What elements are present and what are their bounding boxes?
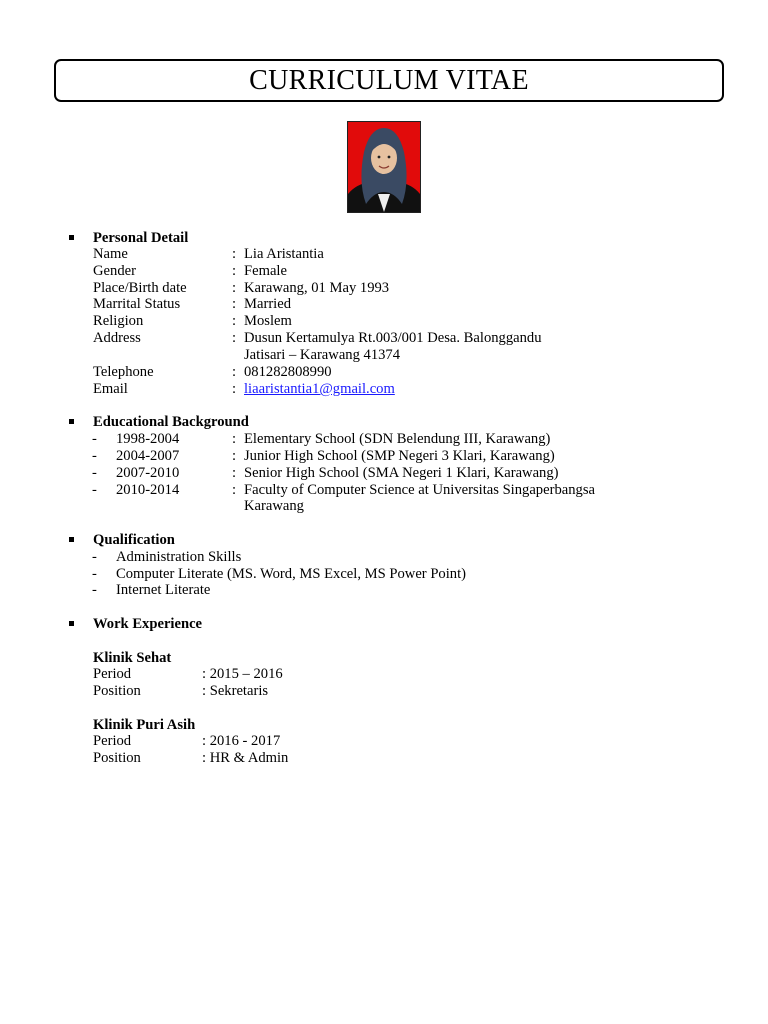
- label: Position: [93, 683, 141, 699]
- dash: -: [92, 465, 97, 481]
- separator: :: [232, 263, 237, 279]
- value: : Sekretaris: [202, 683, 269, 699]
- section-heading-qualification: Qualification: [93, 532, 175, 548]
- dash: -: [92, 566, 97, 582]
- separator: :: [232, 246, 237, 262]
- dash: -: [92, 482, 97, 498]
- bullet: [69, 235, 74, 240]
- separator: :: [232, 280, 237, 296]
- section-heading-personal: Personal Detail: [93, 230, 189, 246]
- dash: -: [92, 582, 97, 598]
- school: Faculty of Computer Science at Universitas Singaperbangsa: [244, 482, 595, 498]
- value: Dusun Kertamulya Rt.003/001 Desa. Balonggandu: [244, 330, 542, 346]
- separator: :: [232, 330, 237, 346]
- years: 1998-2004: [116, 431, 180, 447]
- dash: -: [92, 431, 97, 447]
- value: Lia Aristantia: [244, 246, 324, 262]
- item-text: Computer Literate (MS. Word, MS Excel, MS Power Point): [116, 566, 466, 582]
- value: Married: [244, 296, 292, 312]
- value: Female: [244, 263, 287, 279]
- value: Jatisari – Karawang 41374: [244, 347, 401, 363]
- label: Address: [93, 330, 141, 346]
- label: Period: [93, 733, 132, 749]
- label: Email: [93, 381, 128, 397]
- years: 2007-2010: [116, 465, 180, 481]
- separator: :: [232, 313, 237, 329]
- label: Gender: [93, 263, 136, 279]
- bullet: [69, 419, 74, 424]
- school: Junior High School (SMP Negeri 3 Klari, Karawang): [244, 448, 555, 464]
- label: Position: [93, 750, 141, 766]
- value: Moslem: [244, 313, 292, 329]
- separator: :: [232, 381, 237, 397]
- page-title: CURRICULUM VITAE: [249, 64, 529, 96]
- bullet: [69, 621, 74, 626]
- value: 081282808990: [244, 364, 332, 380]
- value: : 2016 - 2017: [202, 733, 281, 749]
- separator: :: [232, 296, 237, 312]
- separator: :: [232, 448, 237, 464]
- years: 2004-2007: [116, 448, 180, 464]
- dash: -: [92, 448, 97, 464]
- title-box: [54, 59, 724, 102]
- label: Period: [93, 666, 132, 682]
- years: 2010-2014: [116, 482, 180, 498]
- value: Karawang, 01 May 1993: [244, 280, 390, 296]
- company-name: Klinik Sehat: [93, 650, 172, 666]
- school: Karawang: [244, 498, 304, 514]
- company-name: Klinik Puri Asih: [93, 717, 196, 733]
- value: : 2015 – 2016: [202, 666, 283, 682]
- separator: :: [232, 482, 237, 498]
- school: Elementary School (SDN Belendung III, Karawang): [244, 431, 551, 447]
- label: Religion: [93, 313, 144, 329]
- profile-photo: [347, 121, 421, 213]
- label: Marrital Status: [93, 296, 181, 312]
- school: Senior High School (SMA Negeri 1 Klari, Karawang): [244, 465, 559, 481]
- dash: -: [92, 549, 97, 565]
- email-link[interactable]: liaaristantia1@gmail.com: [244, 381, 395, 397]
- item-text: Administration Skills: [116, 549, 242, 565]
- label: Place/Birth date: [93, 280, 187, 296]
- section-heading-work: Work Experience: [93, 616, 203, 632]
- bullet: [69, 537, 74, 542]
- label: Name: [93, 246, 128, 262]
- section-heading-education: Educational Background: [93, 414, 249, 430]
- separator: :: [232, 364, 237, 380]
- value: : HR & Admin: [202, 750, 289, 766]
- item-text: Internet Literate: [116, 582, 211, 598]
- separator: :: [232, 431, 237, 447]
- label: Telephone: [93, 364, 154, 380]
- separator: :: [232, 465, 237, 481]
